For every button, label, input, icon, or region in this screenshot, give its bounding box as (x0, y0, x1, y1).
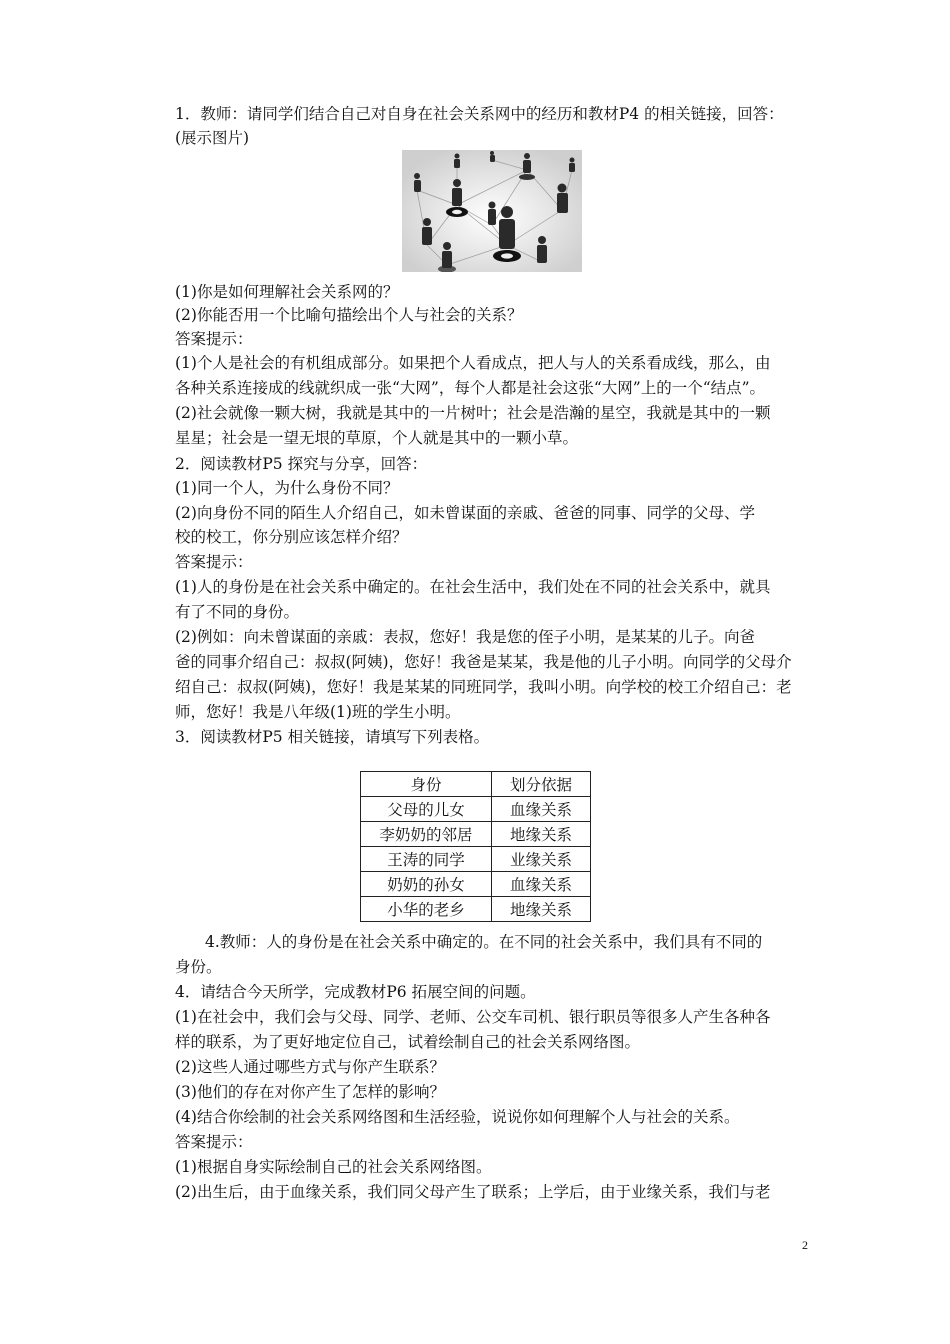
table-header-cell: 划分依据 (492, 772, 591, 797)
q2-answer-label: 答案提示： (175, 553, 253, 571)
table-cell: 李奶奶的邻居 (361, 822, 492, 847)
table-row (361, 797, 591, 822)
q1-answer1: (1)个人是社会的有机组成部分。如果把个人看成点，把人与人的关系看成线，那么，由 (175, 354, 771, 372)
q2-sub1: (1)同一个人，为什么身份不同？ (175, 479, 399, 497)
table-cell: 业缘关系 (492, 847, 591, 872)
table-row (361, 822, 591, 847)
q4-sub3: (3)他们的存在对你产生了怎样的影响？ (175, 1083, 445, 1101)
q4-sub4: (4)结合你绘制的社会关系网络图和生活经验，说说你如何理解个人与社会的关系。 (175, 1108, 740, 1126)
q1-prompt-cont: (展示图片) (175, 129, 250, 147)
q2-answer2-cont1: 爸的同事介绍自己：叔叔(阿姨)，您好！我爸是某某，我是他的儿子小明。向同学的父母介 (175, 653, 792, 671)
table-cell: 父母的儿女 (361, 797, 492, 822)
q4-answer-label: 答案提示： (175, 1133, 253, 1151)
table-cell: 奶奶的孙女 (361, 872, 492, 897)
table-cell: 地缘关系 (492, 897, 591, 922)
q1-prompt: 1．教师：请同学们结合自己对自身在社会关系网中的经历和教材P4 的相关链接，回答： (175, 105, 784, 123)
q1-sub2: (2)你能否用一个比喻句描绘出个人与社会的关系？ (175, 306, 523, 324)
q2-sub2: (2)向身份不同的陌生人介绍自己，如未曾谋面的亲戚、爸爸的同事、同学的父母、学 (175, 504, 755, 522)
q1-answer-label: 答案提示： (175, 330, 253, 348)
q2-answer2-cont2: 绍自己：叔叔(阿姨)，您好！我是某某的同班同学，我叫小明。向学校的校工介绍自己：老 (175, 678, 792, 696)
page-number: 2 (802, 1238, 808, 1252)
q3-prompt: 3．阅读教材P5 相关链接，请填写下列表格。 (175, 728, 490, 746)
q2-prompt: 2．阅读教材P5 探究与分享，回答： (175, 455, 428, 473)
q4-answer1: (1)根据自身实际绘制自己的社会关系网络图。 (175, 1158, 492, 1176)
table-header-cell: 身份 (361, 772, 492, 797)
teacher-summary: 4.教师：人的身份是在社会关系中确定的。在不同的社会关系中，我们具有不同的 (205, 933, 763, 951)
table-cell: 血缘关系 (492, 872, 591, 897)
table-cell: 血缘关系 (492, 797, 591, 822)
identity-basis-table (360, 771, 591, 922)
q2-answer1: (1)人的身份是在社会关系中确定的。在社会生活中，我们处在不同的社会关系中，就具 (175, 578, 771, 596)
q4-sub2: (2)这些人通过哪些方式与你产生联系？ (175, 1058, 445, 1076)
q4-sub1-cont: 样的联系，为了更好地定位自己，试着绘制自己的社会关系网络图。 (175, 1033, 641, 1051)
q1-answer2-cont: 星星；社会是一望无垠的草原，个人就是其中的一颗小草。 (175, 429, 579, 447)
q1-answer2: (2)社会就像一颗大树，我就是其中的一片树叶；社会是浩瀚的星空，我就是其中的一颗 (175, 404, 771, 422)
q4-answer2: (2)出生后，由于血缘关系，我们同父母产生了联系；上学后，由于业缘关系，我们与老 (175, 1183, 771, 1201)
q2-answer2-cont3: 师，您好！我是八年级(1)班的学生小明。 (175, 703, 461, 721)
table-cell: 地缘关系 (492, 822, 591, 847)
q2-answer1-cont: 有了不同的身份。 (175, 603, 300, 621)
table-header-row (361, 772, 591, 797)
table-row (361, 847, 591, 872)
social-network-image (402, 150, 582, 272)
table-row (361, 897, 591, 922)
q2-answer2: (2)例如：向未曾谋面的亲戚：表叔，您好！我是您的侄子小明，是某某的儿子。向爸 (175, 628, 755, 646)
q1-sub1: (1)你是如何理解社会关系网的？ (175, 283, 399, 301)
table-cell: 小华的老乡 (361, 897, 492, 922)
q4-sub1: (1)在社会中，我们会与父母、同学、老师、公交车司机、银行职员等很多人产生各种各 (175, 1008, 771, 1026)
q2-sub2-cont: 校的校工，你分别应该怎样介绍？ (175, 528, 408, 546)
table-row (361, 872, 591, 897)
q4-prompt: 4．请结合今天所学，完成教材P6 拓展空间的问题。 (175, 983, 536, 1001)
table-cell: 王涛的同学 (361, 847, 492, 872)
q1-answer1-cont: 各种关系连接成的线就织成一张“大网”，每个人都是社会这张“大网”上的一个“结点”。 (175, 379, 766, 397)
teacher-summary-cont: 身份。 (175, 958, 222, 976)
